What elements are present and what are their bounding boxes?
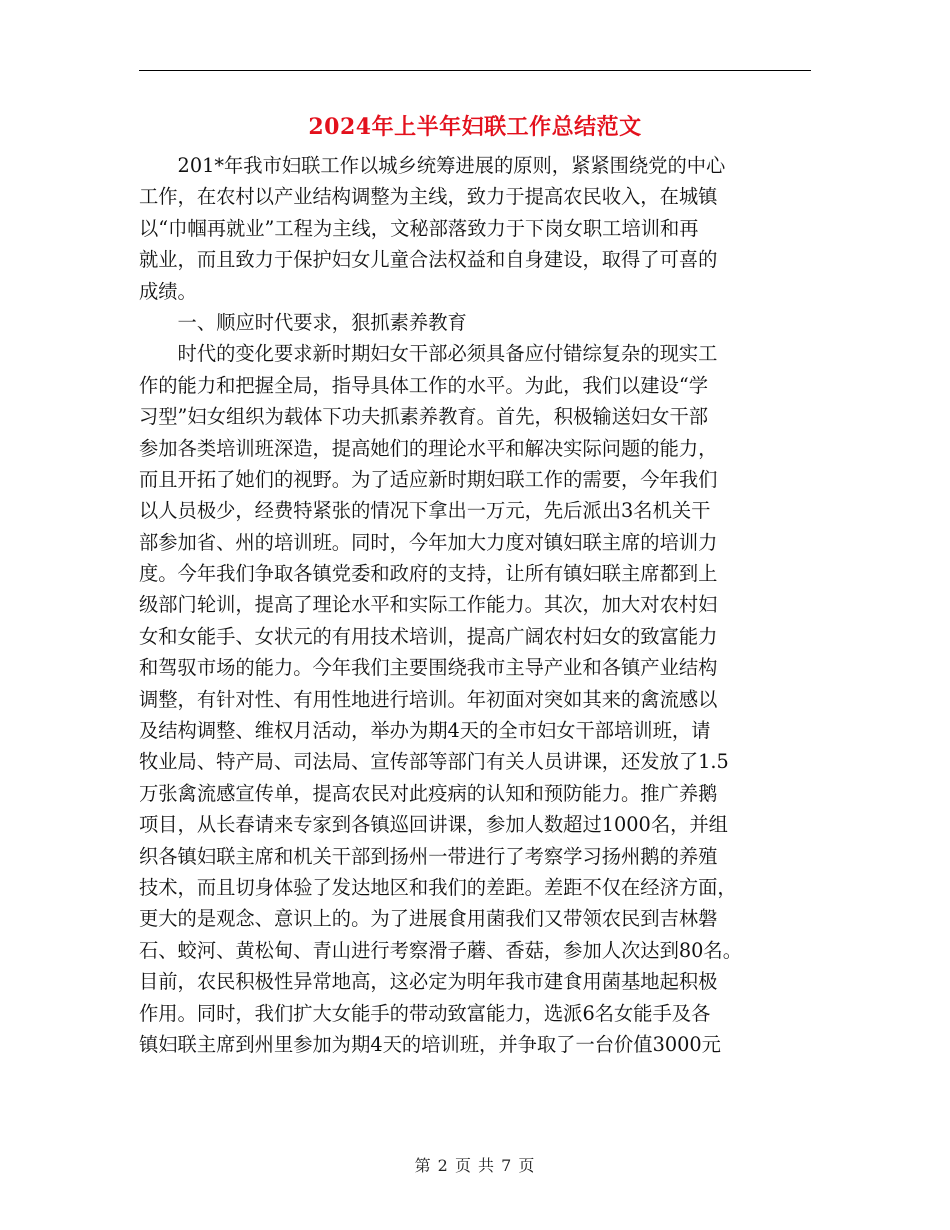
body-text-line: 织各镇妇联主席和机关干部到扬州一带进行了考察学习扬州鹅的养殖 (139, 844, 718, 868)
body-text-line: 更大的是观念、意识上的。为了进展食用菌我们又带领农民到吉林磐 (139, 907, 718, 931)
page-number: 第 2 页 共 7 页 (414, 1156, 536, 1175)
body-text-line: 镇妇联主席到州里参加为期4天的培训班，并争取了一台价值3000元 (139, 1032, 721, 1056)
body-text-line: 时代的变化要求新时期妇女干部必须具备应付错综复杂的现实工 (139, 342, 718, 366)
body-text-line: 部参加省、州的培训班。同时，今年加大力度对镇妇联主席的培训力 (139, 530, 718, 554)
body-text-line: 作用。同时，我们扩大女能手的带动致富能力，选派6名女能手及各 (139, 1001, 711, 1025)
body-text-line: 以人员极少，经费特紧张的情况下拿出一万元，先后派出3名机关干 (139, 499, 711, 523)
document-body (139, 150, 819, 1060)
body-text-line: 和驾驭市场的能力。今年我们主要围绕我市主导产业和各镇产业结构 (139, 656, 718, 680)
body-text-line: 成绩。 (139, 279, 197, 303)
body-text-line: 牧业局、特产局、司法局、宣传部等部门有关人员讲课，还发放了1.5 (139, 750, 729, 774)
body-text-line: 及结构调整、维权月活动，举办为期4天的全市妇女干部培训班，请 (139, 719, 711, 743)
body-text-line: 作的能力和把握全局，指导具体工作的水平。为此，我们以建设“学 (139, 373, 709, 397)
body-text-line: 调整，有针对性、有用性地进行培训。年初面对突如其来的禽流感以 (139, 687, 718, 711)
body-text-line: 技术，而且切身体验了发达地区和我们的差距。差距不仅在经济方面， (139, 875, 737, 899)
body-text-line: 级部门轮训，提高了理论水平和实际工作能力。其次，加大对农村妇 (139, 593, 718, 617)
body-text-line: 工作，在农村以产业结构调整为主线，致力于提高农民收入，在城镇 (139, 185, 718, 209)
body-text-line: 女和女能手、女状元的有用技术培训，提高广阔农村妇女的致富能力 (139, 624, 718, 648)
body-text-line: 而且开拓了她们的视野。为了适应新时期妇联工作的需要，今年我们 (139, 467, 718, 491)
body-text-line: 习型”妇女组织为载体下功夫抓素养教育。首先，积极输送妇女干部 (139, 405, 709, 429)
body-text-line: 目前，农民积极性异常地高，这必定为明年我市建食用菌基地起积极 (139, 970, 718, 994)
body-text-line: 石、蛟河、黄松甸、青山进行考察滑子蘑、香菇，参加人次达到80名。 (139, 938, 742, 962)
body-text-line: 一、顺应时代要求，狠抓素养教育 (139, 310, 467, 334)
body-text-line: 项目，从长春请来专家到各镇巡回讲课，参加人数超过1000名，并组 (139, 813, 728, 837)
header-rule (139, 70, 811, 71)
body-text-line: 参加各类培训班深造，提高她们的理论水平和解决实际问题的能力， (139, 436, 718, 460)
body-text-line: 以“巾帼再就业”工程为主线，文秘部落致力于下岗女职工培训和再 (139, 216, 699, 240)
body-text-line: 度。今年我们争取各镇党委和政府的支持，让所有镇妇联主席都到上 (139, 562, 718, 586)
document-title: 2024年上半年妇联工作总结范文 (308, 114, 642, 140)
body-text-line: 就业，而且致力于保护妇女儿童合法权益和自身建设，取得了可喜的 (139, 248, 718, 272)
body-text-line: 万张禽流感宣传单，提高农民对此疫病的认知和预防能力。推广养鹅 (139, 781, 718, 805)
body-text-line: 201*年我市妇联工作以城乡统筹进展的原则，紧紧围绕党的中心 (139, 154, 726, 177)
